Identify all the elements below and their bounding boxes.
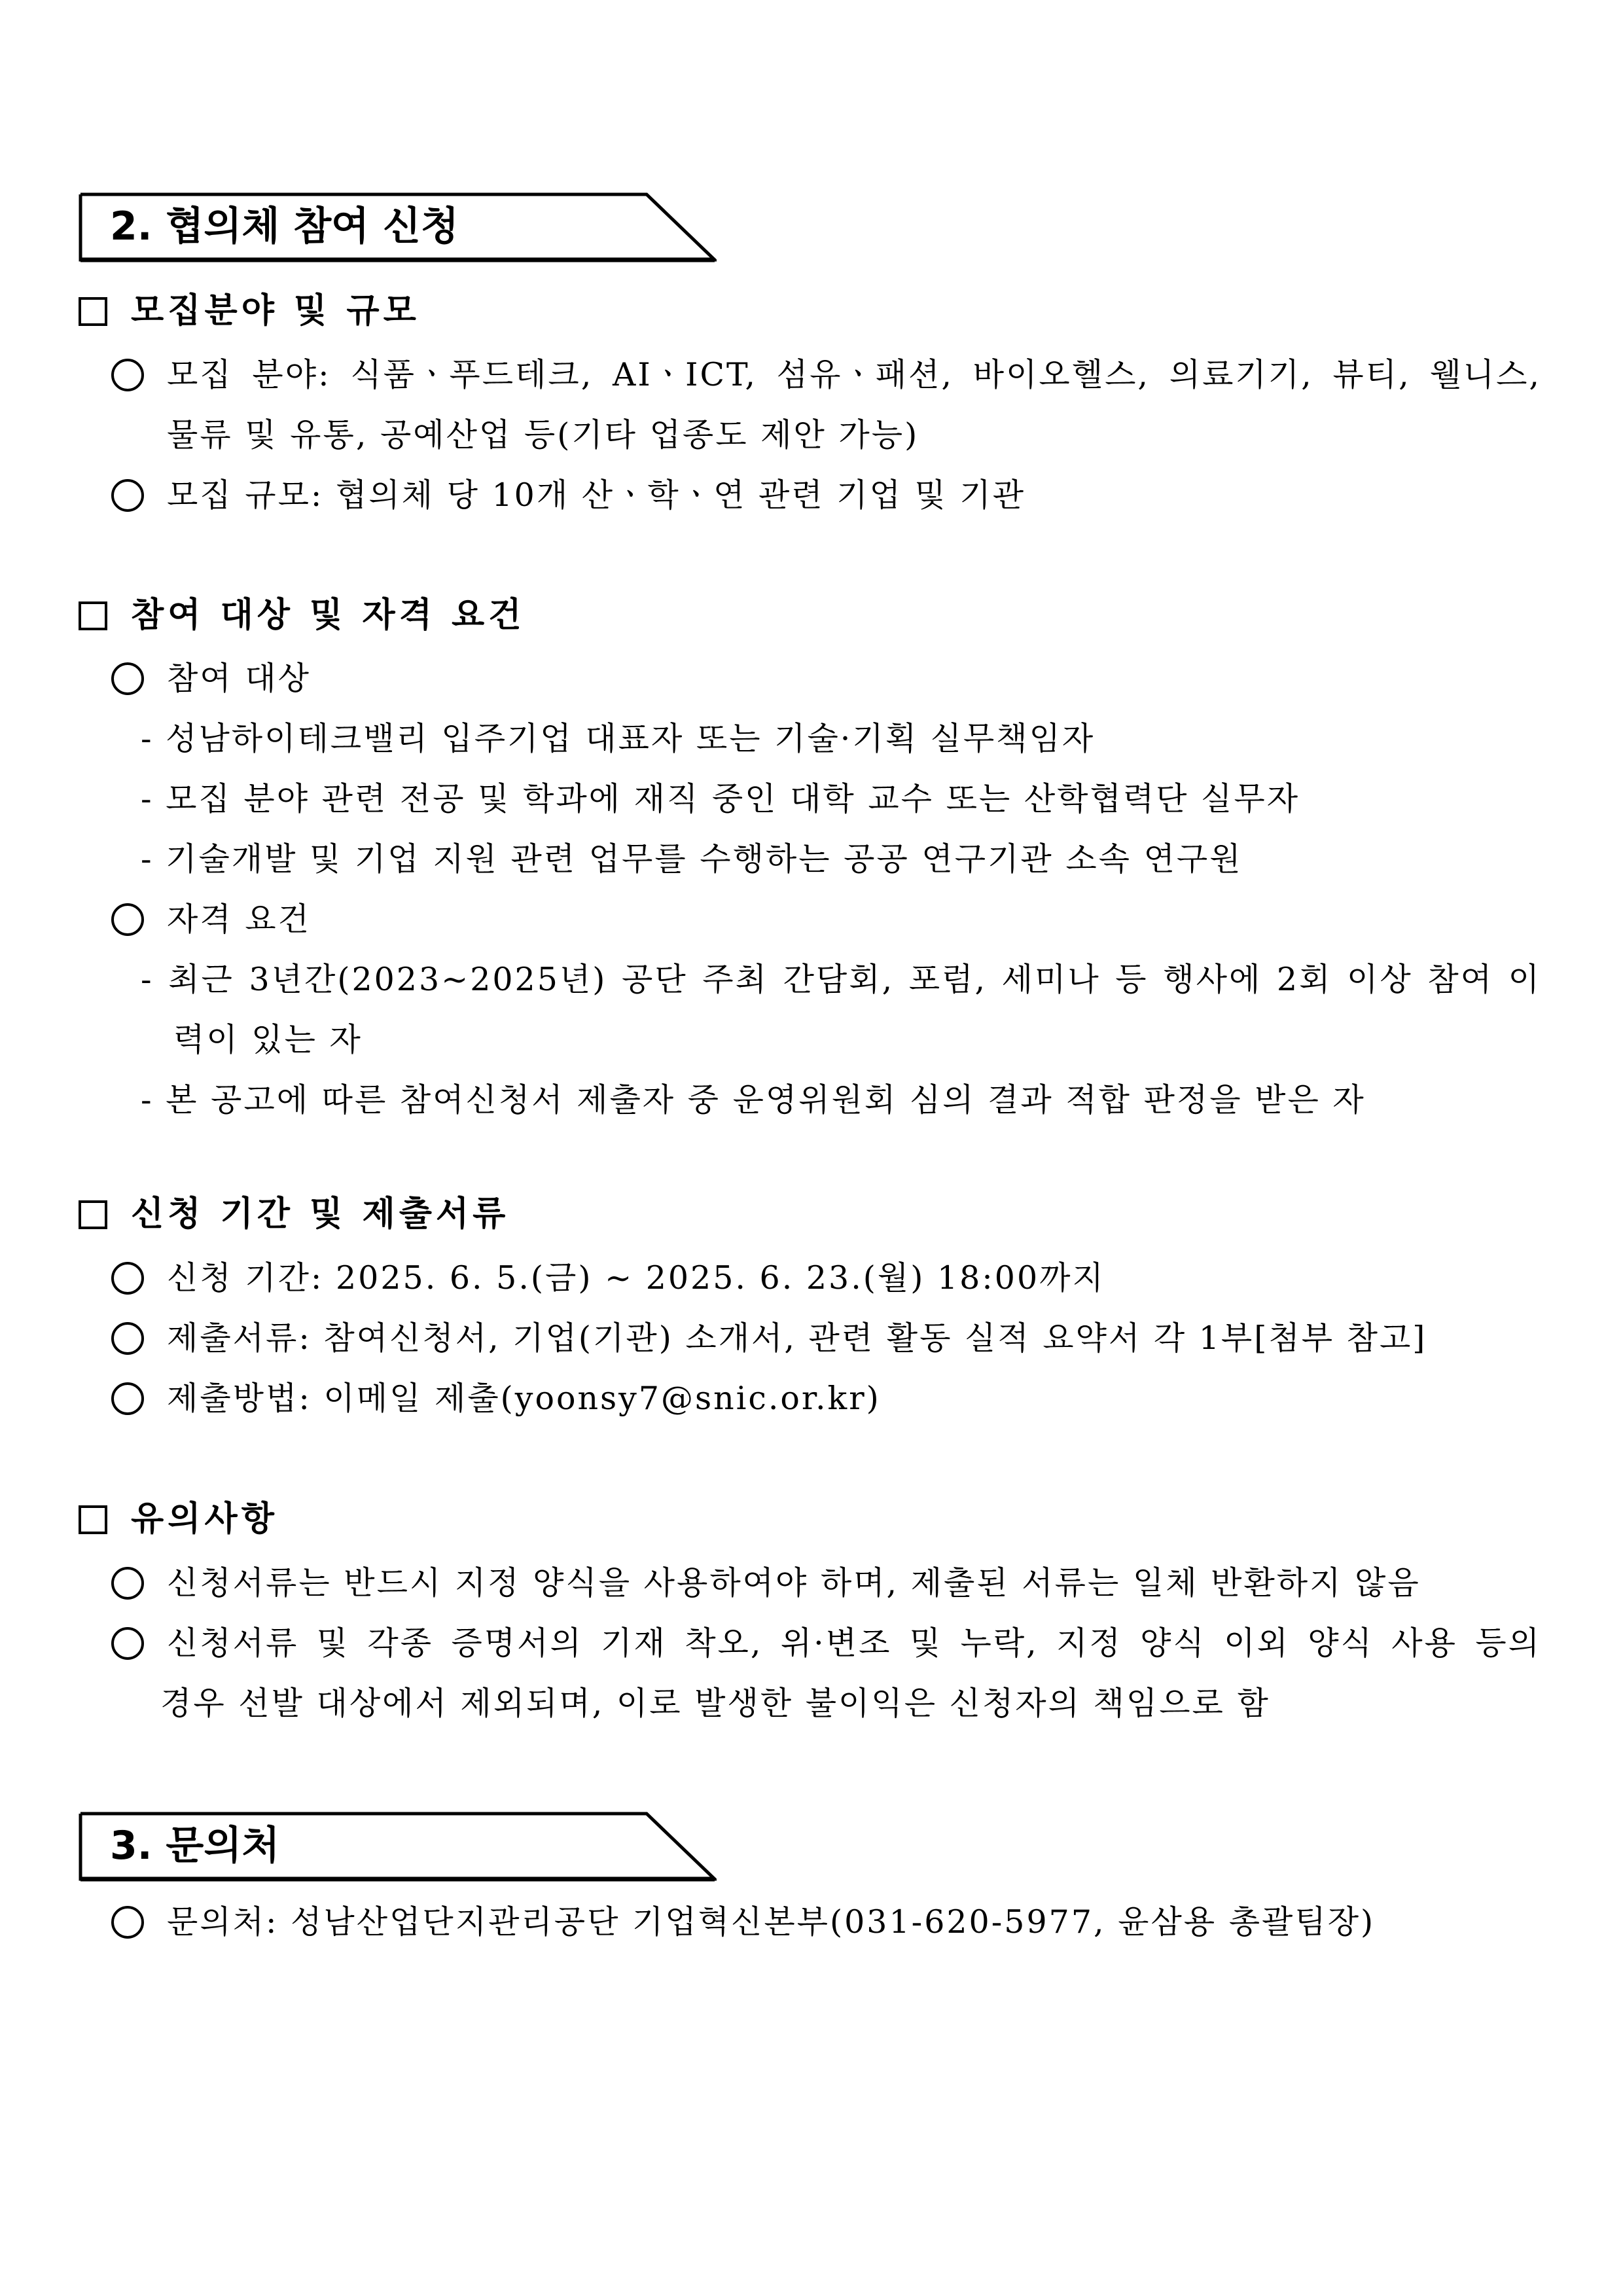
circle-bullet-icon xyxy=(111,479,144,512)
application-heading: 신청 기간 및 제출서류 xyxy=(79,1191,509,1237)
circle-bullet-icon xyxy=(111,1906,144,1939)
qual-item-1-line1: - 최근 3년간(2023~2025년) 공단 주최 간담회, 포럼, 세미나 등 행사에 2회 이상 참여 이 xyxy=(141,961,1541,998)
circle-bullet-icon xyxy=(111,1382,144,1415)
application-documents: 제출서류: 참여신청서, 기업(기관) 소개서, 관련 활동 실적 요약서 각 1부[첨부 참고] xyxy=(167,1319,1427,1357)
section-2-title: 2. 협의체 참여 신청 xyxy=(110,204,459,249)
qual-item-1-line2: 력이 있는 자 xyxy=(173,1021,363,1058)
recruit-scale: 모집 규모: 협의체 당 10개 산ㆍ학ㆍ연 관련 기업 및 기관 xyxy=(167,476,1026,514)
eligibility-heading: 참여 대상 및 자격 요건 xyxy=(79,592,526,638)
recruit-heading: 모집분야 및 규모 xyxy=(79,288,420,334)
target-item-1: - 성남하이테크밸리 입주기업 대표자 또는 기술·기획 실무책임자 xyxy=(141,720,1096,757)
notes-heading: 유의사항 xyxy=(79,1496,278,1542)
checkbox-icon xyxy=(79,1200,107,1229)
recruit-field-line1: 모집 분야: 식품ㆍ푸드테크, AIㆍICT, 섬유ㆍ패션, 바이오헬스, 의료기기, 뷰티, 웰니스, xyxy=(167,356,1541,393)
circle-bullet-icon xyxy=(111,1322,144,1355)
circle-bullet-icon xyxy=(111,1262,144,1295)
note-2-line1: 신청서류 및 각종 증명서의 기재 착오, 위·변조 및 누락, 지정 양식 이외 양식 사용 등의 xyxy=(167,1624,1541,1662)
section-3-title: 3. 문의처 xyxy=(110,1823,280,1869)
checkbox-icon xyxy=(79,297,107,326)
note-2-line2: 경우 선발 대상에서 제외되며, 이로 발생한 불이익은 신청자의 책임으로 함 xyxy=(160,1685,1270,1722)
checkbox-icon xyxy=(79,1505,107,1534)
checkbox-icon xyxy=(79,601,107,630)
target-label: 참여 대상 xyxy=(167,660,311,697)
circle-bullet-icon xyxy=(111,1627,144,1660)
note-1: 신청서류는 반드시 지정 양식을 사용하여야 하며, 제출된 서류는 일체 반환하지 않음 xyxy=(167,1564,1421,1602)
circle-bullet-icon xyxy=(111,359,144,391)
application-method: 제출방법: 이메일 제출(yoonsy7@snic.or.kr) xyxy=(167,1380,881,1417)
circle-bullet-icon xyxy=(111,1567,144,1600)
circle-bullet-icon xyxy=(111,662,144,695)
circle-bullet-icon xyxy=(111,903,144,936)
recruit-field-line2: 물류 및 유통, 공예산업 등(기타 업종도 제안 가능) xyxy=(167,416,919,454)
application-period: 신청 기간: 2025. 6. 5.(금) ~ 2025. 6. 23.(월) 18:00까지 xyxy=(167,1259,1105,1297)
target-item-2: - 모집 분야 관련 전공 및 학과에 재직 중인 대학 교수 또는 산학협력단 실무자 xyxy=(141,780,1300,817)
qual-item-2: - 본 공고에 따른 참여신청서 제출자 중 운영위원회 심의 결과 적합 판정을 받은 자 xyxy=(141,1081,1366,1119)
target-item-3: - 기술개발 및 기업 지원 관련 업무를 수행하는 공공 연구기관 소속 연구원 xyxy=(141,840,1243,878)
section-3-title-box xyxy=(79,1810,717,1882)
qual-label: 자격 요건 xyxy=(167,901,311,938)
contact-info: 문의처: 성남산업단지관리공단 기업혁신본부(031-620-5977, 윤삼용 총괄팀장) xyxy=(167,1903,1376,1941)
section-2-title-box xyxy=(79,191,717,263)
